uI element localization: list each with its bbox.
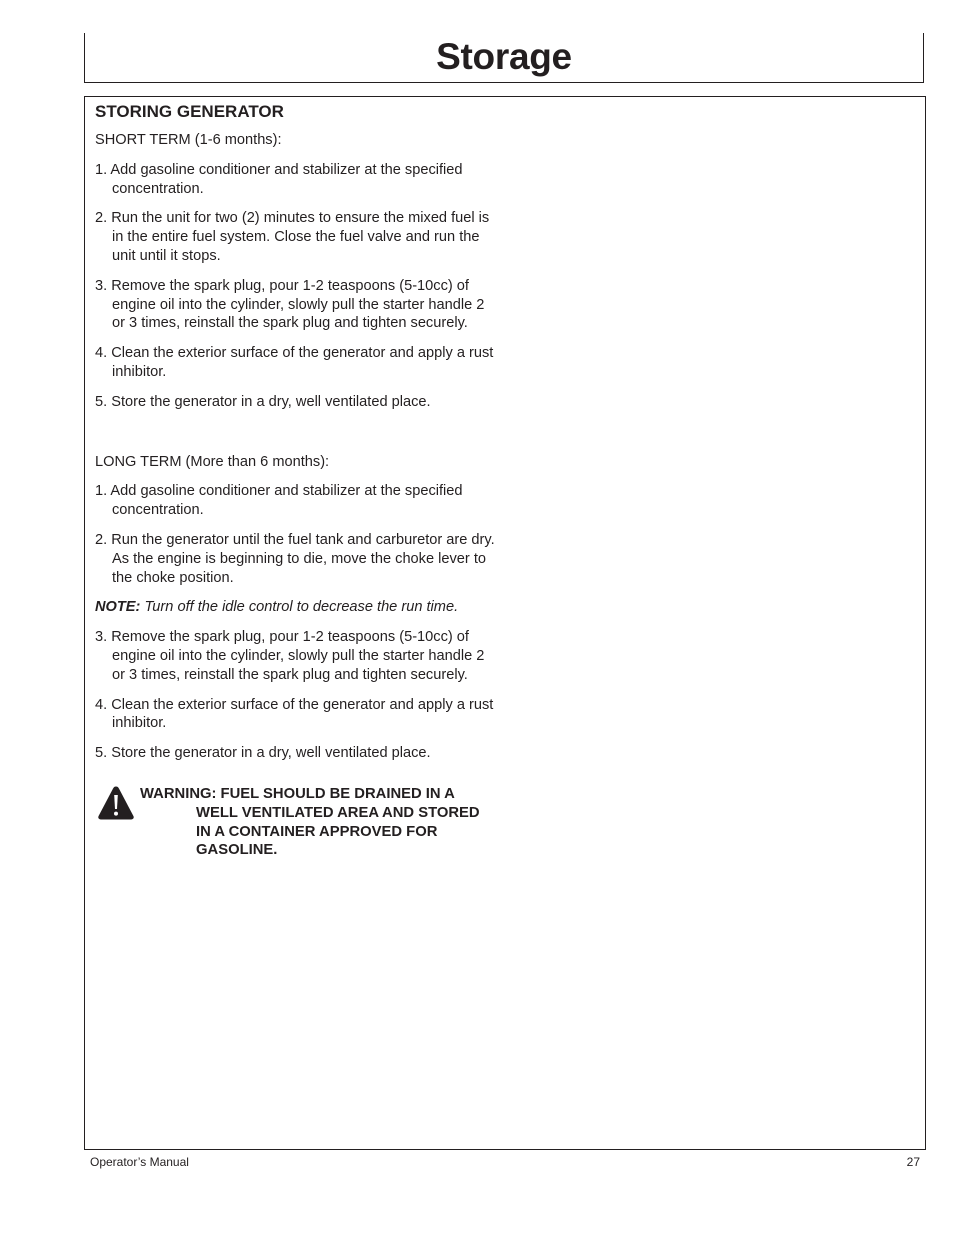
warning-line-4: GASOLINE. (196, 842, 278, 859)
short-term-step-2: 2. Run the unit for two (2) minutes to ensure the mixed fuel is in the entire fuel system. Close the fuel valve and run the unit until it stops. (95, 210, 490, 264)
long-term-step-4: 4. Clean the exterior surface of the generator and apply a rust inhibitor. (95, 696, 494, 732)
footer-page-number: 27 (906, 1155, 920, 1169)
long-term-label: LONG TERM (More than 6 months): (95, 453, 330, 470)
storage-column (95, 102, 500, 875)
content-box (84, 96, 926, 1150)
warning-block (95, 785, 500, 875)
warning-line-2: WELL VENTILATED AREA AND STORED (196, 804, 480, 821)
long-term-step-5: 5. Store the generator in a dry, well ventilated place. (95, 745, 431, 762)
long-term-step-3: 3. Remove the spark plug, pour 1-2 teaspoons (5-10cc) of engine oil into the cylinder, slowly pull the starter handle 2 or 3 times, reinstall the spark plug and tighten securely. (95, 629, 485, 683)
short-term-step-1: 1. Add gasoline conditioner and stabilizer at the specified concentration. (95, 161, 463, 197)
note-label: NOTE: (95, 599, 141, 616)
short-term-step-5: 5. Store the generator in a dry, well ventilated place. (95, 393, 431, 410)
section-heading: STORING GENERATOR (95, 102, 284, 121)
warning-line-1: WARNING: FUEL SHOULD BE DRAINED IN A (140, 785, 455, 802)
note (95, 598, 500, 617)
long-term-step-1: 1. Add gasoline conditioner and stabilizer at the specified concentration. (95, 483, 463, 519)
note-text: Turn off the idle control to decrease the run time. (144, 599, 459, 616)
warning-triangle-icon (97, 785, 135, 821)
short-term-step-4: 4. Clean the exterior surface of the generator and apply a rust inhibitor. (95, 345, 494, 380)
short-term-label: SHORT TERM (1-6 months): (95, 132, 282, 148)
page-title: Storage (436, 36, 572, 77)
short-term-step-3: 3. Remove the spark plug, pour 1-2 teaspoons (5-10cc) of engine oil into the cylinder, slowly pull the starter handle 2 or 3 times, reinstall the spark plug and tighten securely. (95, 277, 485, 332)
title-box (84, 33, 924, 83)
warning-text (140, 785, 510, 860)
footer-manual-label: Operator’s Manual (90, 1155, 189, 1169)
warning-line-3: IN A CONTAINER APPROVED FOR (196, 823, 438, 840)
section-spacer (95, 423, 500, 453)
long-term-step-2: 2. Run the generator until the fuel tank and carburetor are dry. As the engine is beginning to die, move the choke lever to the choke position. (95, 531, 495, 586)
